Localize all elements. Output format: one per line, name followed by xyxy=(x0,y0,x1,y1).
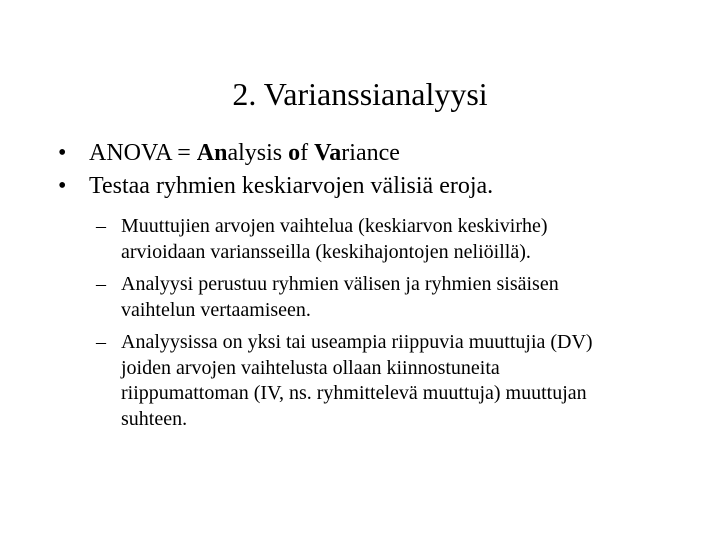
bullet-marker: • xyxy=(58,140,67,166)
bullet-marker: • xyxy=(58,173,67,199)
anova-bold-va: Va xyxy=(314,140,342,166)
sub-line: Analyysissa on yksi tai useampia riippuvia muuttujia (DV) xyxy=(121,331,593,353)
sub-bullet-list xyxy=(58,214,667,432)
anova-bold-o: o xyxy=(288,140,301,166)
sub-marker: – xyxy=(96,331,106,353)
anova-text-post: riance xyxy=(341,140,400,166)
sub-line: suhteen. xyxy=(121,407,188,430)
sub-bullet-muuttujien xyxy=(96,214,691,265)
anova-text-mid1: alysis xyxy=(227,140,289,166)
sub-line: Analyysi perustuu ryhmien välisen ja ryhmien sisäisen xyxy=(121,273,559,295)
slide-title: 2. Varianssianalyysi xyxy=(232,76,488,112)
sub-line: joiden arvojen vaihtelusta ollaan kiinnostuneita xyxy=(121,356,500,379)
sub-bullet-analyysissa xyxy=(96,330,691,432)
sub-line: Muuttujien arvojen vaihtelua (keskiarvon keskivirhe) xyxy=(121,215,548,237)
bullet-list xyxy=(58,137,698,439)
sub-marker: – xyxy=(96,273,106,295)
bullet-testaa xyxy=(58,170,698,432)
bullet-anova xyxy=(58,137,698,170)
anova-text-mid2: f xyxy=(300,140,315,166)
sub-line: riippumattoman (IV, ns. ryhmittelevä muuttuja) muuttujan xyxy=(121,382,587,404)
bullet-testaa-text: Testaa ryhmien keskiarvojen välisiä eroja. xyxy=(89,173,494,199)
sub-line: arvioidaan variansseilla (keskihajontojen neliöillä). xyxy=(121,240,531,263)
anova-text-pre: ANOVA = xyxy=(89,140,197,166)
sub-bullet-analyysi xyxy=(96,272,691,323)
anova-bold-an: An xyxy=(196,140,228,166)
sub-marker: – xyxy=(96,215,106,237)
sub-line: vaihtelun vertaamiseen. xyxy=(121,298,311,321)
